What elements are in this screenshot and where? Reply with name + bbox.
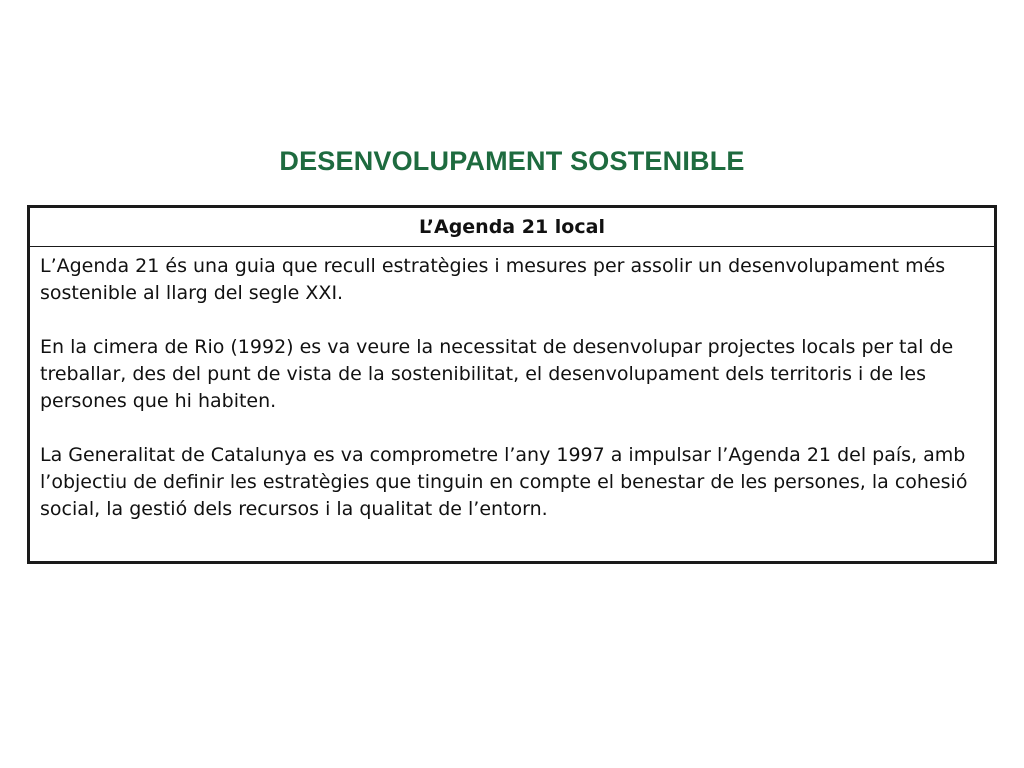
slide-title: DESENVOLUPAMENT SOSTENIBLE xyxy=(279,146,745,176)
paragraph-intro: L’Agenda 21 és una guia que recull estratègies i mesures per assolir un desenvolupament més sostenible al llarg del segle XXI. xyxy=(40,255,946,304)
box-body xyxy=(30,247,994,523)
paragraph-generalitat: La Generalitat de Catalunya es va comprometre l’any 1997 a impulsar l’Agenda 21 del país, amb l’objectiu de definir les estratègies que tinguin en compte el benestar de les persones, la cohesió social, la gestió dels recursos i la qualitat de l’entorn. xyxy=(40,444,968,520)
box-header: L’Agenda 21 local xyxy=(30,208,994,247)
paragraph-rio-summit: En la cimera de Rio (1992) es va veure la necessitat de desenvolupar projectes locals per tal de treballar, des del punt de vista de la sostenibilitat, el desenvolupament dels territoris i de les persones que hi habiten. xyxy=(40,336,954,412)
agenda-21-box xyxy=(27,205,997,564)
